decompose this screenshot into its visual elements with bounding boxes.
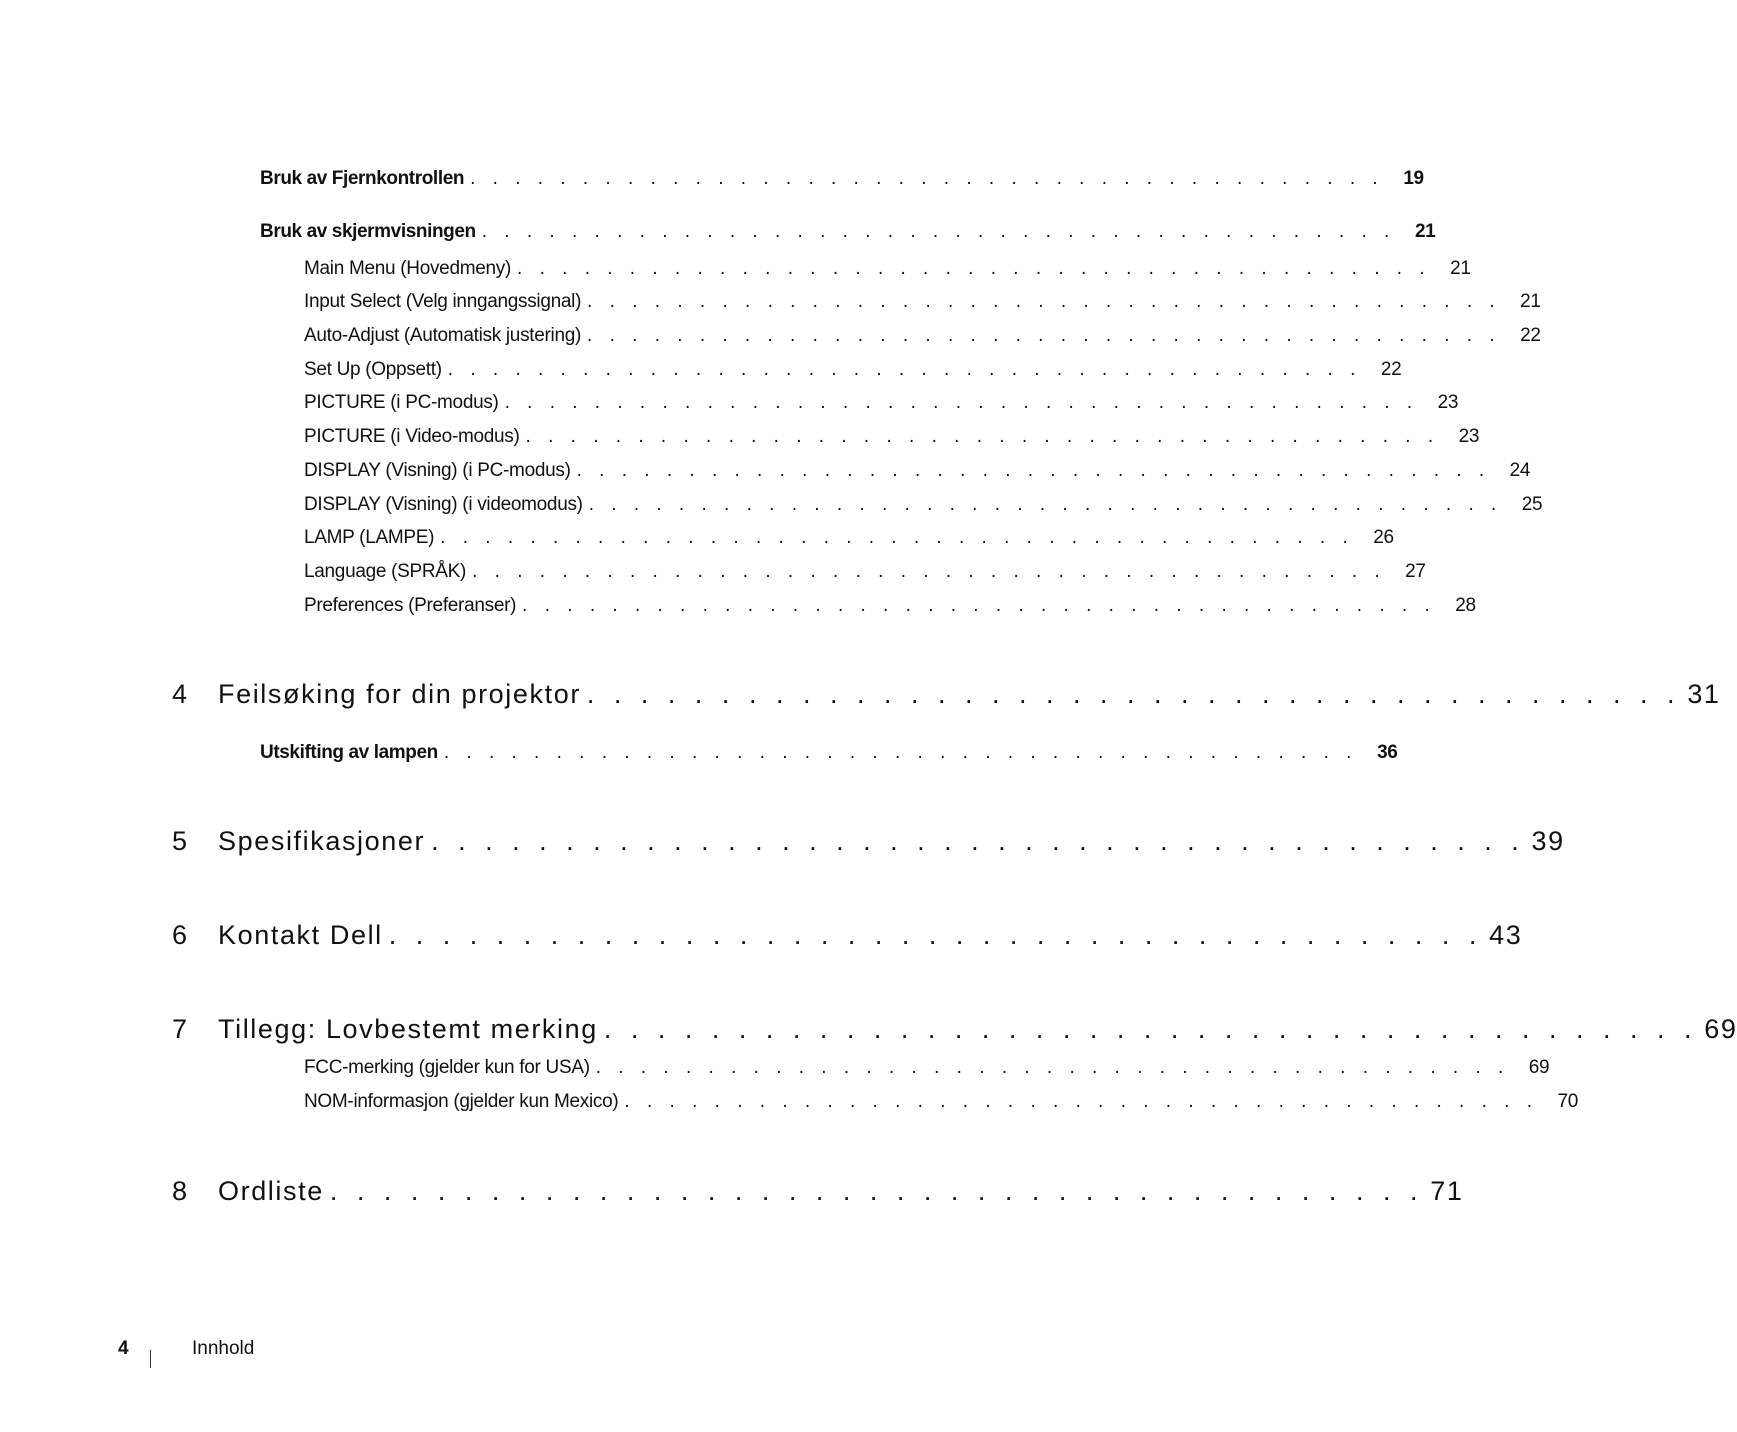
toc-leader-dots: . . . . . . . . . . . . . . . . . . . . . . . . . . . . . . . . . . . . . . . . . (472, 561, 1386, 582)
toc-entry-utskifting-av-lampen[interactable] (260, 742, 1398, 764)
toc-leader-dots: . . . . . . . . . . . . . . . . . . . . . . . . . . . . . . . . . . . . . . . . . (443, 742, 1358, 763)
toc-chapter-page: 31 (1687, 679, 1721, 709)
toc-chapter-7[interactable] (172, 1014, 1737, 1045)
toc-entry-page: 22 (1380, 359, 1402, 380)
toc-entry-page: 24 (1509, 460, 1531, 481)
toc-entry-title: Input Select (Velg inngangssignal) (304, 291, 582, 312)
footer-divider (150, 1350, 151, 1368)
toc-leader-dots: . . . . . . . . . . . . . . . . . . . . . . . . . . . . . . . . . . . . . . . . . (329, 1176, 1424, 1206)
toc-chapter-8[interactable] (172, 1176, 1464, 1207)
toc-chapter-number: 4 (172, 679, 189, 709)
toc-chapter-4[interactable] (172, 679, 1721, 710)
toc-leader-dots: . . . . . . . . . . . . . . . . . . . . . . . . . . . . . . . . . . . . . . . . . (588, 494, 1503, 515)
toc-entry-language[interactable] (304, 561, 1426, 583)
toc-entry-fcc-merking[interactable] (304, 1057, 1550, 1079)
toc-entry-page: 25 (1521, 494, 1543, 515)
toc-entry-nom-informasjon[interactable] (304, 1091, 1579, 1113)
toc-entry-page: 21 (1520, 291, 1541, 312)
toc-entry-page: 21 (1450, 258, 1471, 279)
toc-chapter-page: 39 (1531, 826, 1565, 856)
toc-entry-display-pc[interactable] (304, 460, 1531, 482)
toc-entry-title: NOM-informasjon (gjelder kun Mexico) (304, 1091, 619, 1112)
toc-entry-picture-pc[interactable] (304, 392, 1459, 414)
toc-entry-lamp[interactable] (304, 527, 1394, 549)
toc-entry-bruk-av-skjermvisningen[interactable] (260, 221, 1436, 243)
toc-chapter-6[interactable] (172, 920, 1523, 951)
toc-chapter-title: Tillegg: Lovbestemt merking (218, 1014, 598, 1044)
toc-leader-dots: . . . . . . . . . . . . . . . . . . . . . . . . . . . . . . . . . . . . . . . . . (431, 826, 1525, 856)
toc-entry-title: Language (SPRÅK) (304, 561, 467, 582)
toc-leader-dots: . . . . . . . . . . . . . . . . . . . . . . . . . . . . . . . . . . . . . . . . . (517, 258, 1431, 279)
toc-leader-dots: . . . . . . . . . . . . . . . . . . . . . . . . . . . . . . . . . . . . . . . . . (595, 1057, 1510, 1078)
toc-chapter-title: Spesifikasjoner (218, 826, 426, 856)
toc-entry-page: 19 (1403, 168, 1424, 189)
toc-leader-dots: . . . . . . . . . . . . . . . . . . . . . . . . . . . . . . . . . . . . . . . . . (388, 920, 1483, 950)
toc-entry-page: 23 (1458, 426, 1480, 447)
toc-leader-dots: . . . . . . . . . . . . . . . . . . . . . . . . . . . . . . . . . . . . . . . . . (440, 527, 1354, 548)
toc-leader-dots: . . . . . . . . . . . . . . . . . . . . . . . . . . . . . . . . . . . . . . . . . (481, 221, 1396, 242)
toc-leader-dots: . . . . . . . . . . . . . . . . . . . . . . . . . . . . . . . . . . . . . . . . . (504, 392, 1419, 413)
toc-chapter-title: Ordliste (218, 1176, 324, 1206)
toc-entry-title: DISPLAY (Visning) (i videomodus) (304, 494, 583, 515)
toc-leader-dots: . . . . . . . . . . . . . . . . . . . . . . . . . . . . . . . . . . . . . . . . . (576, 460, 1491, 481)
footer-page-number: 4 (118, 1338, 129, 1359)
toc-chapter-title: Feilsøking for din projektor (218, 679, 581, 709)
toc-chapter-page: 71 (1430, 1176, 1464, 1206)
toc-entry-page: 26 (1373, 527, 1394, 548)
toc-entry-title: Auto-Adjust (Automatisk justering) (304, 325, 582, 346)
toc-entry-title: FCC-merking (gjelder kun for USA) (304, 1057, 590, 1078)
toc-entry-title: Main Menu (Hovedmeny) (304, 258, 512, 279)
toc-chapter-number: 7 (172, 1014, 189, 1044)
toc-entry-title: Utskifting av lampen (260, 742, 438, 763)
toc-entry-title: PICTURE (i PC-modus) (304, 392, 499, 413)
toc-entry-page: 28 (1455, 595, 1476, 616)
toc-leader-dots: . . . . . . . . . . . . . . . . . . . . . . . . . . . . . . . . . . . . . . . . . (586, 679, 1681, 709)
toc-leader-dots: . . . . . . . . . . . . . . . . . . . . . . . . . . . . . . . . . . . . . . . . . (447, 359, 1362, 380)
toc-leader-dots: . . . . . . . . . . . . . . . . . . . . . . . . . . . . . . . . . . . . . . . . . (587, 325, 1501, 346)
toc-leader-dots: . . . . . . . . . . . . . . . . . . . . . . . . . . . . . . . . . . . . . . . . . (587, 291, 1501, 312)
toc-chapter-page: 43 (1489, 920, 1523, 950)
toc-entry-page: 69 (1528, 1057, 1550, 1078)
toc-chapter-number: 5 (172, 826, 189, 856)
toc-entry-title: Bruk av skjermvisningen (260, 221, 476, 242)
toc-entry-input-select[interactable] (304, 291, 1541, 313)
toc-chapter-number: 8 (172, 1176, 189, 1206)
toc-entry-title: Preferences (Preferanser) (304, 595, 517, 616)
toc-entry-page: 70 (1557, 1091, 1579, 1112)
toc-entry-bruk-av-fjernkontrollen[interactable] (260, 168, 1424, 190)
toc-entry-title: Bruk av Fjernkontrollen (260, 168, 465, 189)
toc-entry-title: PICTURE (i Video-modus) (304, 426, 520, 447)
toc-chapter-page: 69 (1704, 1014, 1737, 1044)
toc-entry-display-video[interactable] (304, 494, 1543, 516)
toc-entry-auto-adjust[interactable] (304, 325, 1541, 347)
toc-leader-dots: . . . . . . . . . . . . . . . . . . . . . . . . . . . . . . . . . . . . . . . . . (525, 426, 1440, 447)
toc-entry-page: 27 (1405, 561, 1426, 582)
toc-entry-page: 22 (1520, 325, 1541, 346)
toc-chapter-title: Kontakt Dell (218, 920, 383, 950)
toc-entry-preferences[interactable] (304, 595, 1476, 617)
toc-entry-set-up[interactable] (304, 359, 1402, 381)
toc-entry-title: LAMP (LAMPE) (304, 527, 435, 548)
toc-entry-title: DISPLAY (Visning) (i PC-modus) (304, 460, 571, 481)
toc-entry-picture-video[interactable] (304, 426, 1480, 448)
toc-entry-page: 23 (1437, 392, 1459, 413)
toc-entry-title: Set Up (Oppsett) (304, 359, 442, 380)
toc-leader-dots: . . . . . . . . . . . . . . . . . . . . . . . . . . . . . . . . . . . . . . . . . (470, 168, 1384, 189)
toc-chapter-number: 6 (172, 920, 189, 950)
toc-leader-dots: . . . . . . . . . . . . . . . . . . . . . . . . . . . . . . . . . . . . . . . . . (603, 1014, 1698, 1044)
toc-entry-page: 36 (1377, 742, 1398, 763)
toc-leader-dots: . . . . . . . . . . . . . . . . . . . . . . . . . . . . . . . . . . . . . . . . . (624, 1091, 1539, 1112)
toc-entry-page: 21 (1414, 221, 1436, 242)
toc-chapter-5[interactable] (172, 826, 1565, 857)
page-footer (0, 1336, 954, 1376)
toc-leader-dots: . . . . . . . . . . . . . . . . . . . . . . . . . . . . . . . . . . . . . . . . . (522, 595, 1436, 616)
footer-label: Innhold (192, 1338, 255, 1359)
toc-entry-main-menu[interactable] (304, 258, 1471, 280)
